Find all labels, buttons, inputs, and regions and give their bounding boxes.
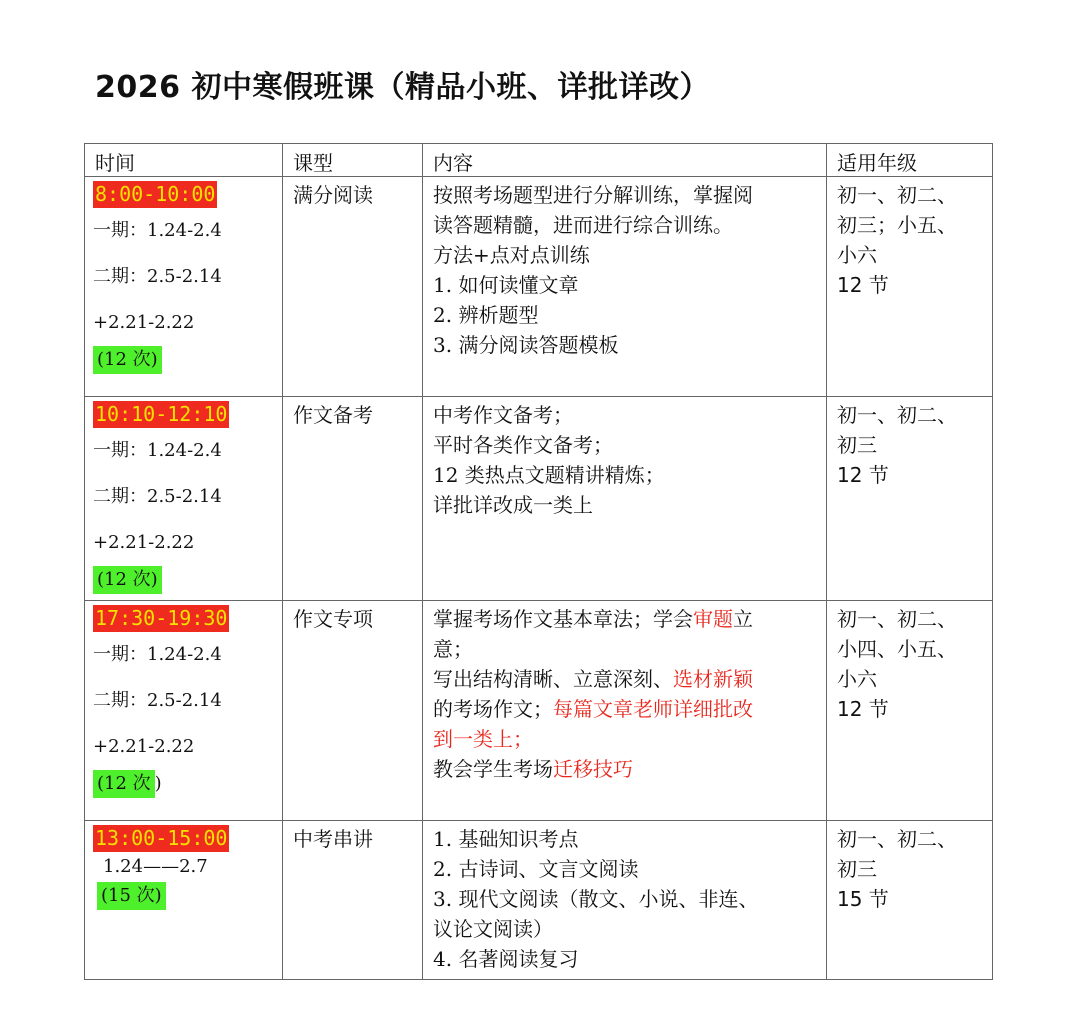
content-line	[433, 824, 818, 854]
content-text: 写出结构清晰、立意深刻、	[433, 667, 673, 691]
content-text: 教会学生考场	[433, 757, 553, 781]
content-text: 掌握考场作文基本章法；学会	[433, 607, 693, 631]
session-count-badge: (15 次)	[97, 882, 166, 910]
course-content	[423, 821, 827, 980]
content-line	[433, 400, 818, 430]
session-count-badge: (12 次)	[93, 566, 162, 594]
content-line	[433, 460, 818, 490]
content-text: 12 类热点文题精讲精炼；	[433, 463, 665, 487]
emphasis-text: 迁移技巧	[553, 757, 633, 781]
grade-cell	[827, 177, 993, 397]
grade-cell	[827, 601, 993, 821]
grade-cell	[827, 821, 993, 980]
grade-line: 初一、初二、	[837, 827, 957, 851]
content-text: 立	[733, 607, 753, 631]
content-line	[433, 884, 818, 914]
header-time: 时间	[85, 144, 283, 177]
grade-line: 初三	[837, 857, 877, 881]
time-slot-badge: 17:30-19:30	[95, 606, 228, 630]
schedule-table	[84, 143, 993, 980]
content-line	[433, 330, 818, 360]
content-text: 3. 满分阅读答题模板	[433, 333, 619, 357]
content-text: 详批详改成一类上	[433, 493, 593, 517]
header-grade: 适用年级	[827, 144, 993, 177]
content-line	[433, 604, 818, 634]
time-cell	[85, 821, 283, 980]
session-count-badge: (12 次)	[93, 346, 162, 374]
emphasis-text: 审题	[693, 607, 733, 631]
time-cell	[85, 177, 283, 397]
content-text: 意；	[433, 637, 473, 661]
content-line	[433, 490, 818, 520]
content-line	[433, 430, 818, 460]
content-line	[433, 664, 818, 694]
grade-line: 初一、初二、	[837, 183, 957, 207]
period-1: 一期：1.24-2.4	[93, 644, 222, 665]
period-1: 一期：1.24-2.4	[93, 220, 222, 241]
content-line	[433, 270, 818, 300]
content-line	[433, 634, 818, 664]
time-slot-badge: 10:10-12:10	[95, 402, 228, 426]
content-line	[433, 854, 818, 884]
time-cell	[85, 397, 283, 601]
course-type: 作文专项	[283, 601, 423, 821]
content-text: 2. 辨析题型	[433, 303, 539, 327]
content-text: 中考作文备考；	[433, 403, 573, 427]
header-course-type: 课型	[283, 144, 423, 177]
time-slot-badge: 13:00-15:00	[95, 826, 228, 850]
grade-line: 小六	[837, 243, 877, 267]
content-line	[433, 754, 818, 784]
content-line	[433, 694, 818, 724]
content-text: 读答题精髓，进而进行综合训练。	[433, 213, 733, 237]
grade-line: 初一、初二、	[837, 607, 957, 631]
sessions-count: 12 节	[837, 273, 889, 297]
table-header-row	[85, 144, 993, 177]
period-2: 二期：2.5-2.14	[93, 486, 222, 507]
content-line	[433, 944, 818, 974]
time-slot-badge: 8:00-10:00	[95, 182, 216, 206]
content-text: 4. 名著阅读复习	[433, 947, 579, 971]
grade-line: 小六	[837, 667, 877, 691]
course-content	[423, 397, 827, 601]
content-line	[433, 180, 818, 210]
content-line	[433, 914, 818, 944]
content-text: 3. 现代文阅读（散文、小说、非连、	[433, 887, 759, 911]
period-2: 二期：2.5-2.14	[93, 266, 222, 287]
time-cell	[85, 601, 283, 821]
course-content	[423, 177, 827, 397]
content-text: 议论文阅读）	[433, 917, 553, 941]
header-content: 内容	[423, 144, 827, 177]
content-text: 按照考场题型进行分解训练，掌握阅	[433, 183, 753, 207]
grade-cell	[827, 397, 993, 601]
content-line	[433, 240, 818, 270]
content-text: 方法+点对点训练	[433, 243, 590, 267]
grade-line: 初三	[837, 433, 877, 457]
content-text: 平时各类作文备考；	[433, 433, 613, 457]
table-row	[85, 397, 993, 601]
content-text: 1. 基础知识考点	[433, 827, 579, 851]
page-title: 2026 初中寒假班课（精品小班、详批详改）	[95, 70, 710, 105]
period-1: 一期：1.24-2.4	[93, 440, 222, 461]
table-row	[85, 821, 993, 980]
sessions-count: 15 节	[837, 887, 889, 911]
content-line	[433, 300, 818, 330]
grade-line: 初三；小五、	[837, 213, 957, 237]
grade-line: 小四、小五、	[837, 637, 957, 661]
emphasis-text: 到一类上；	[433, 727, 533, 751]
grade-line: 初一、初二、	[837, 403, 957, 427]
content-line	[433, 724, 818, 754]
course-type: 满分阅读	[283, 177, 423, 397]
sessions-count: 12 节	[837, 697, 889, 721]
content-text: 1. 如何读懂文章	[433, 273, 579, 297]
content-line	[433, 210, 818, 240]
emphasis-text: 每篇文章老师详细批改	[553, 697, 753, 721]
period-3: +2.21-2.22	[93, 532, 195, 553]
sessions-count: 12 节	[837, 463, 889, 487]
content-text: 的考场作文；	[433, 697, 553, 721]
course-type: 作文备考	[283, 397, 423, 601]
period-3: +2.21-2.22	[93, 736, 195, 757]
course-content	[423, 601, 827, 821]
session-count-badge: (12 次	[93, 770, 155, 798]
period-1: 1.24——2.7	[103, 856, 208, 877]
emphasis-text: 选材新颖	[673, 667, 753, 691]
content-text: 2. 古诗词、文言文阅读	[433, 857, 639, 881]
table-row	[85, 177, 993, 397]
course-type: 中考串讲	[283, 821, 423, 980]
session-count-suffix: )	[154, 773, 162, 794]
table-row	[85, 601, 993, 821]
period-2: 二期：2.5-2.14	[93, 690, 222, 711]
period-3: +2.21-2.22	[93, 312, 195, 333]
